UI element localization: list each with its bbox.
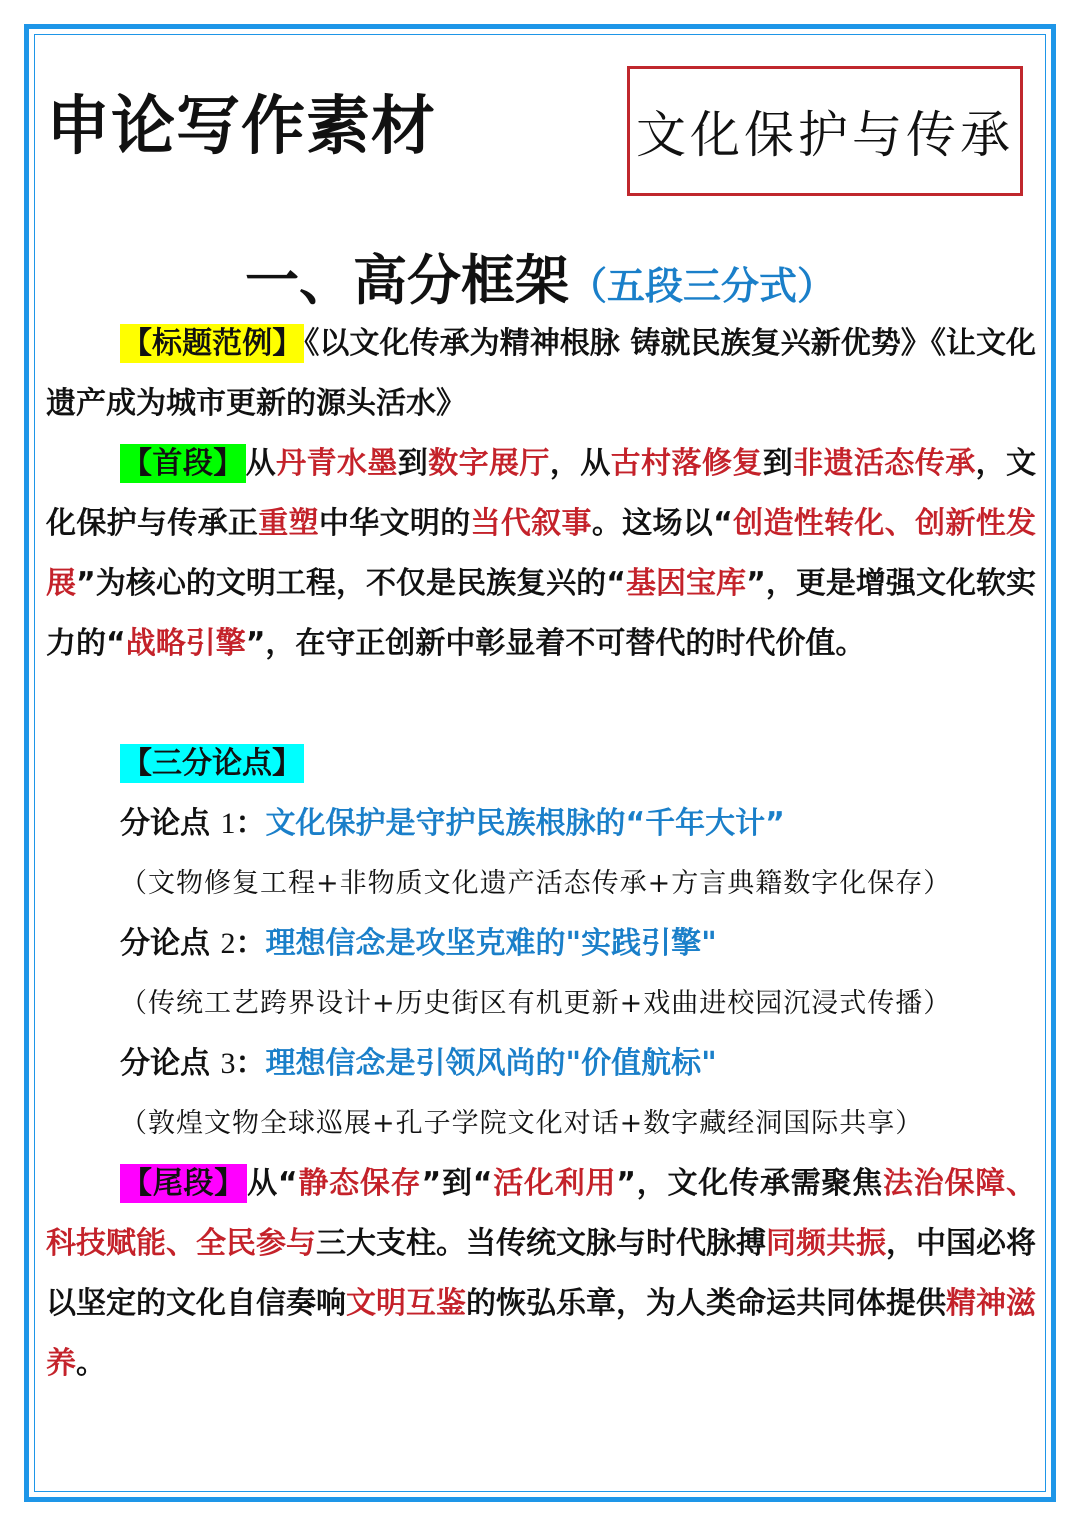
text-segment: ”，更是增强文化软实力的“ (46, 566, 1037, 661)
highlighted-phrase: 重塑 (258, 506, 319, 541)
highlighted-phrase: 法治保障、科技赋能、全民参与 (46, 1166, 1037, 1261)
title-examples-text: 《以文化传承为精神根脉 铸就民族复兴新优势》《让文化遗产成为城市更新的源头活水》 (46, 326, 1037, 421)
highlighted-phrase: 数字展厅 (428, 446, 550, 481)
highlighted-phrase: 丹青水墨 (276, 446, 398, 481)
text-segment: ”，文化传承需聚焦 (616, 1166, 883, 1201)
theme-text: 文化保护与传承 (636, 106, 1014, 164)
argument-support-1: （文物修复工程+非物质文化遗产活态传承+方言典籍数字化保存） (120, 868, 952, 899)
highlighted-phrase: 非遗活态传承 (793, 446, 976, 481)
text-segment: 从“ (247, 1166, 298, 1201)
tag-opening: 【首段】 (122, 446, 244, 481)
arguments-heading (46, 734, 1036, 794)
highlighted-phrase: 同频共振 (766, 1226, 886, 1261)
argument-separator: ： (235, 806, 266, 841)
theme-box (627, 66, 1023, 196)
argument-separator: ： (235, 1046, 266, 1081)
argument-claim: 理想信念是攻坚克难的"实践引擎" (265, 926, 717, 961)
text-segment: ”为核心的文明工程，不仅是民族复兴的“ (76, 566, 626, 601)
argument-separator: ： (235, 926, 266, 961)
argument-label: 分论点 (120, 1046, 210, 1081)
opening-paragraph (46, 434, 1036, 674)
text-segment: 到 (397, 446, 429, 481)
tag-closing: 【尾段】 (122, 1166, 246, 1201)
argument-label: 分论点 (120, 806, 210, 841)
text-segment: ，从 (549, 446, 611, 481)
closing-paragraph (46, 1154, 1036, 1394)
argument-number: 1 (220, 807, 236, 840)
argument-point-3 (120, 1034, 1050, 1094)
argument-support-2: （传统工艺跨界设计+历史街区有机更新+戏曲进校园沉浸式传播） (120, 988, 952, 1019)
text-segment: 。 (76, 1346, 106, 1381)
argument-support-3: （敦煌文物全球巡展+孔子学院文化对话+数字藏经洞国际共享） (120, 1108, 924, 1139)
title-examples-paragraph (46, 314, 1036, 434)
argument-number: 3 (220, 1047, 236, 1080)
text-segment: 到 (762, 446, 794, 481)
highlighted-phrase: 古村落修复 (610, 446, 763, 481)
highlighted-phrase: 创造性转化、创新性发展 (46, 506, 1037, 601)
text-segment: 从 (245, 446, 277, 481)
text-segment: 。这场以“ (591, 506, 733, 541)
text-segment: ，中国必将以坚定的文化自信奏响 (46, 1226, 1036, 1321)
text-segment: 的恢弘乐章，为人类命运共同体提供 (466, 1286, 946, 1321)
highlighted-phrase: 当代叙事 (470, 506, 592, 541)
highlighted-phrase: 战略引擎 (125, 626, 246, 661)
text-segment: 三大支柱。当传统文脉与时代脉搏 (316, 1226, 766, 1261)
highlighted-phrase: 基因宝库 (625, 566, 747, 601)
argument-label: 分论点 (120, 926, 210, 961)
highlighted-phrase: 文明互鉴 (346, 1286, 466, 1321)
tag-title-examples: 【标题范例】 (122, 326, 303, 361)
argument-claim: 理想信念是引领风尚的"价值航标" (265, 1046, 717, 1081)
section-heading-main: 一、高分框架 (244, 248, 569, 312)
text-segment: ”，在守正创新中彰显着不可替代的时代价值。 (245, 626, 866, 661)
text-segment: ，文化保护与传承正 (46, 446, 1037, 541)
text-segment: ”到“ (421, 1166, 493, 1201)
tag-arguments: 【三分论点】 (122, 746, 302, 781)
section-heading-sub: （五段三分式） (568, 263, 835, 308)
document-title: 申论写作素材 (46, 89, 436, 164)
highlighted-phrase: 静态保存 (297, 1166, 422, 1201)
argument-number: 2 (220, 927, 236, 960)
text-segment: 中华文明的 (318, 506, 471, 541)
argument-point-1 (120, 794, 1050, 854)
highlighted-phrase: 活化利用 (492, 1166, 617, 1201)
highlighted-phrase: 精神滋养 (46, 1286, 1036, 1381)
argument-claim: 文化保护是守护民族根脉的“千年大计” (265, 806, 785, 841)
argument-point-2 (120, 914, 1050, 974)
